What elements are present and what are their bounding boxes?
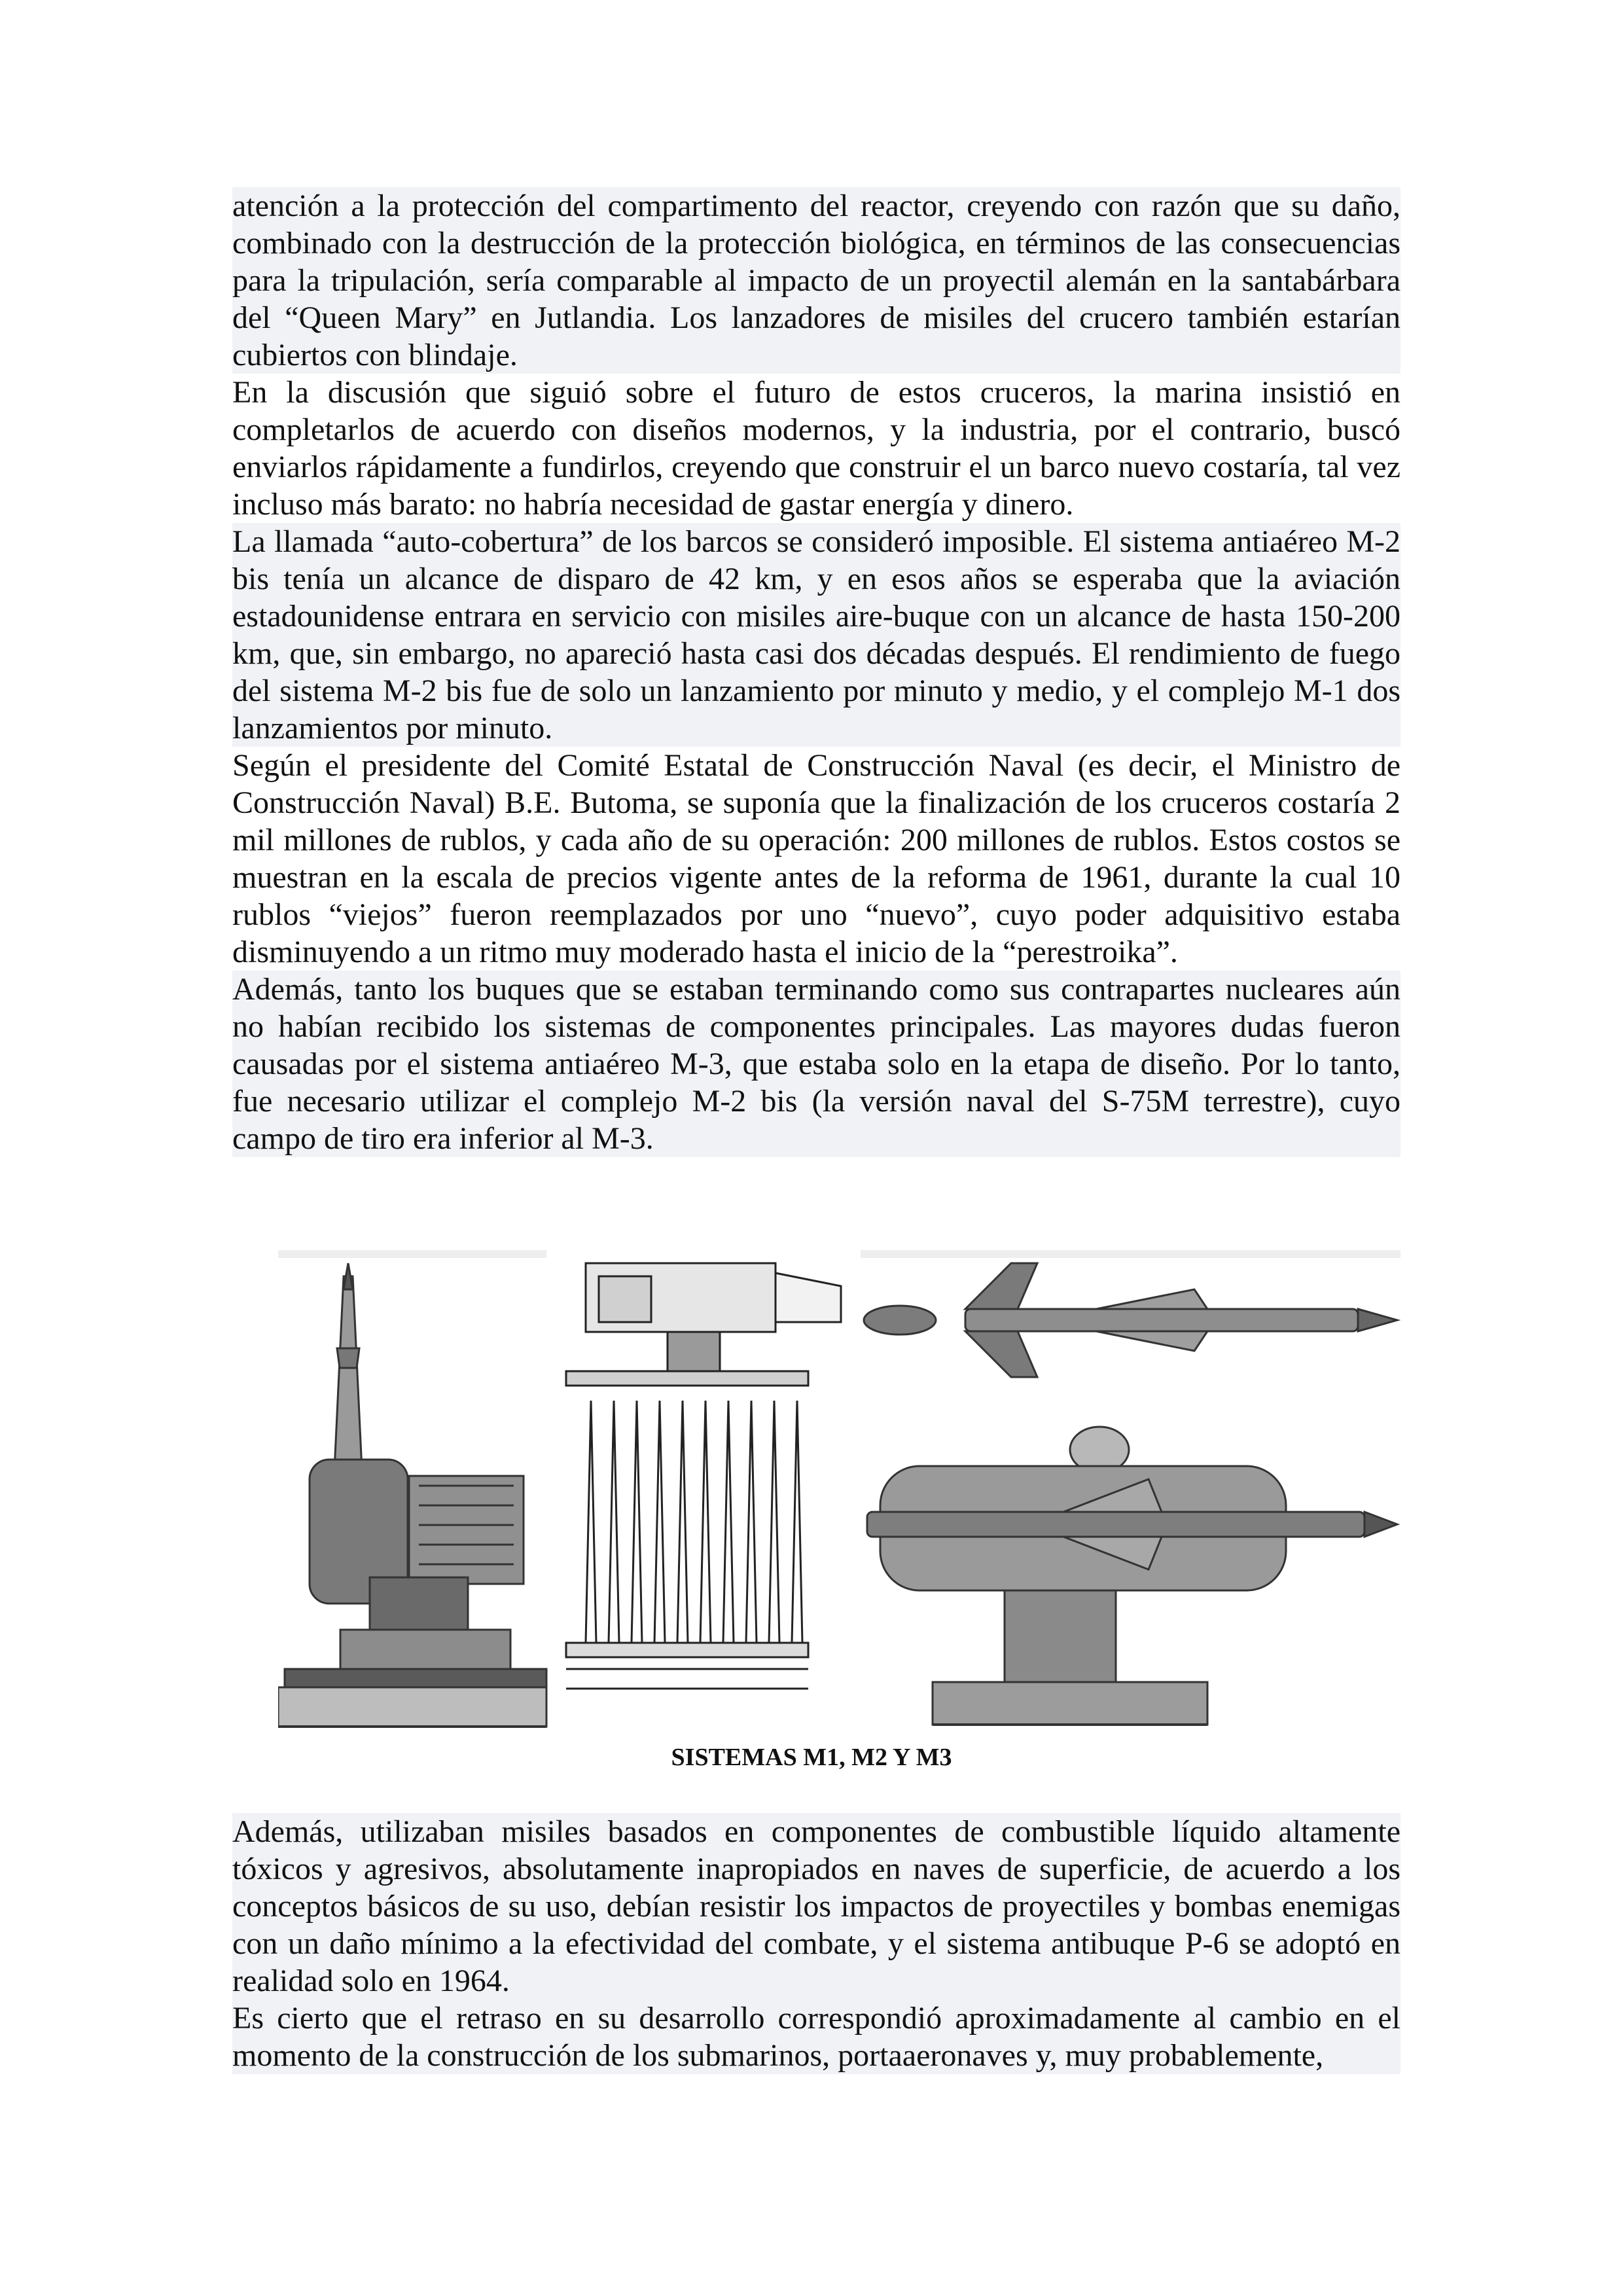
paragraph-6: Además, utilizaban misiles basados en componentes de combustible líquido altamente tóxicos y agresivos, absolutamente inapropiados en naves de superficie, de acuerdo a los conceptos básicos de su uso, debían resistir los impactos de proyectiles y bombas enemigas con un daño mínimo a la efectividad del combate, y el sistema antibuque P-6 se adoptó en realidad solo en 1964.	[232, 1814, 1400, 1998]
m3-missile-drawing	[861, 1250, 1400, 1377]
m1-launcher-drawing	[278, 1250, 546, 1727]
missile-systems-drawing	[278, 1250, 1400, 1748]
paragraph-2: En la discusión que siguió sobre el futuro de estos cruceros, la marina insistió en completarlos de acuerdo con diseños modernos, y la industria, por el contrario, buscó enviarlos rápidamente a fundirlos, creyendo que construir el un barco nuevo costaría, tal vez incluso más barato: no habría necesidad de gastar energía y dinero.	[232, 375, 1400, 522]
paragraph-7: Es cierto que el retraso en su desarrollo correspondió aproximadamente al cambio en el momento de la construcción de los submarinos, portaaeronaves y, muy probablemente,	[232, 2001, 1400, 2073]
paragraph-3: La llamada “auto-cobertura” de los barcos se consideró imposible. El sistema antiaéreo M-2 bis tenía un alcance de disparo de 42 km, y en esos años se esperaba que la aviación estadounidense entrara en servicio con misiles aire-buque con un alcance de hasta 150-200 km, que, sin embargo, no apareció hasta casi dos décadas después. El rendimiento de fuego del sistema M-2 bis fue de solo un lanzamiento por minuto y medio, y el complejo M-1 dos lanzamientos por minuto.	[232, 524, 1400, 745]
paragraph-5: Además, tanto los buques que se estaban terminando como sus contrapartes nucleares aún no habían recibido los sistemas de componentes principales. Las mayores dudas fueron causadas por el sistema antiaéreo M-3, que estaba solo en la etapa de diseño. Por lo tanto, fue necesario utilizar el complejo M-2 bis (la versión naval del S-75M terrestre), cuyo campo de tiro era inferior al M-3.	[232, 972, 1400, 1156]
paragraph-1: atención a la protección del compartimento del reactor, creyendo con razón que su daño, combinado con la destrucción de la protección biológica, en términos de las consecuencias para la tripulación, sería comparable al impacto de un proyectil alemán en la santabárbara del “Queen Mary” en Jutlandia. Los lanzadores de misiles del crucero también estarían cubiertos con blindaje.	[232, 188, 1400, 372]
missile-systems-figure	[278, 1250, 1400, 1761]
m3-launcher-drawing	[867, 1427, 1397, 1725]
paragraph-4: Según el presidente del Comité Estatal de Construcción Naval (es decir, el Ministro de Construcción Naval) B.E. Butoma, se suponía que la finalización de los cruceros costaría 2 mil millones de rublos, y cada año de su operación: 200 millones de rublos. Estos costos se muestran en la escala de precios vigente antes de la reforma de 1961, durante la cual 10 rublos “viejos” fueron reemplazados por uno “nuevo”, cuyo poder adquisitivo estaba disminuyendo a un ritmo muy moderado hasta el inicio de la “perestroika”.	[232, 748, 1400, 969]
figure-caption: SISTEMAS M1, M2 Y M3	[671, 1744, 952, 1771]
text-block-bottom	[232, 1813, 1400, 2074]
m2-launcher-drawing	[566, 1263, 841, 1689]
text-block-top	[232, 187, 1400, 1157]
